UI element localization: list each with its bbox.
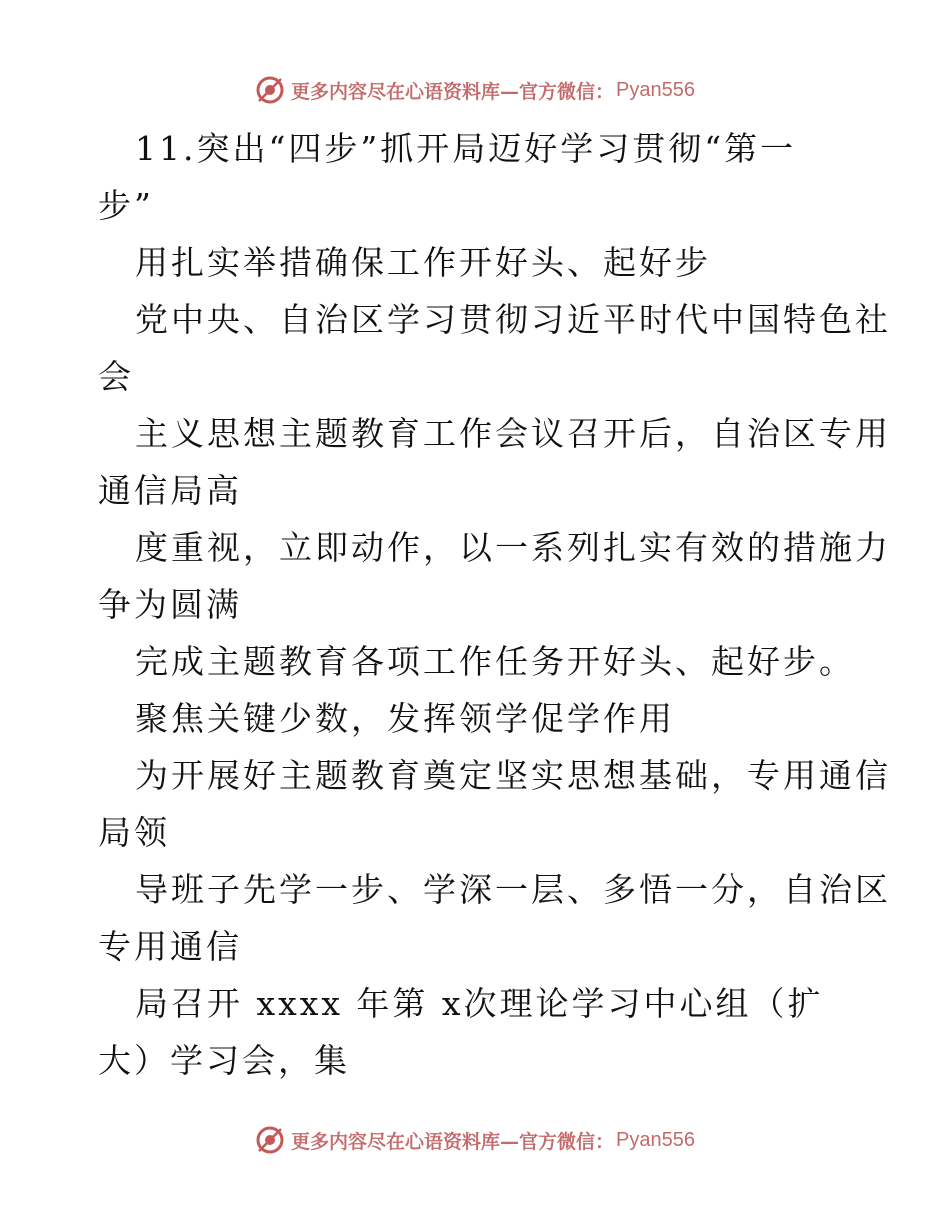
text-line: 局领	[98, 813, 170, 852]
text-line: 度重视，立即动作，以一系列扎实有效的措施力	[135, 528, 891, 567]
text-line: 专用通信	[98, 927, 242, 966]
text-line: 为开展好主题教育奠定坚实思想基础，专用通信	[135, 756, 891, 795]
text-line: 通信局高	[98, 471, 242, 510]
document-body	[98, 120, 891, 1089]
footer-watermark-banner	[0, 1120, 950, 1160]
banner-sub-text: —官方微信：	[500, 1130, 615, 1153]
text-line: 大）学习会，集	[98, 1041, 350, 1080]
text-line: 局召开 xxxx 年第 x次理论学习中心组（扩	[135, 984, 824, 1023]
header-watermark-banner	[0, 70, 950, 110]
banner-wechat-id: Pyan556	[616, 1128, 695, 1151]
text-line: 步”	[98, 186, 154, 225]
brand-logo-icon	[255, 75, 285, 105]
text-line: 用扎实举措确保工作开好头、起好步	[135, 243, 711, 282]
brand-logo-icon	[255, 1125, 285, 1155]
text-line: 党中央、自治区学习贯彻习近平时代中国特色社	[135, 300, 891, 339]
text-line: 聚焦关键少数，发挥领学促学作用	[135, 699, 675, 738]
text-line: 会	[98, 357, 134, 396]
banner-main-text: 更多内容尽在心语资料库	[291, 1130, 501, 1153]
text-line: 争为圆满	[98, 585, 242, 624]
banner-sub-text: —官方微信：	[500, 80, 615, 103]
text-line: 主义思想主题教育工作会议召开后，自治区专用	[135, 414, 891, 453]
text-line: 导班子先学一步、学深一层、多悟一分，自治区	[135, 870, 891, 909]
banner-wechat-id: Pyan556	[616, 78, 695, 101]
banner-main-text: 更多内容尽在心语资料库	[291, 80, 501, 103]
text-line: 11.突出“四步”抓开局迈好学习贯彻“第一	[135, 129, 797, 168]
text-line: 完成主题教育各项工作任务开好头、起好步。	[135, 642, 855, 681]
